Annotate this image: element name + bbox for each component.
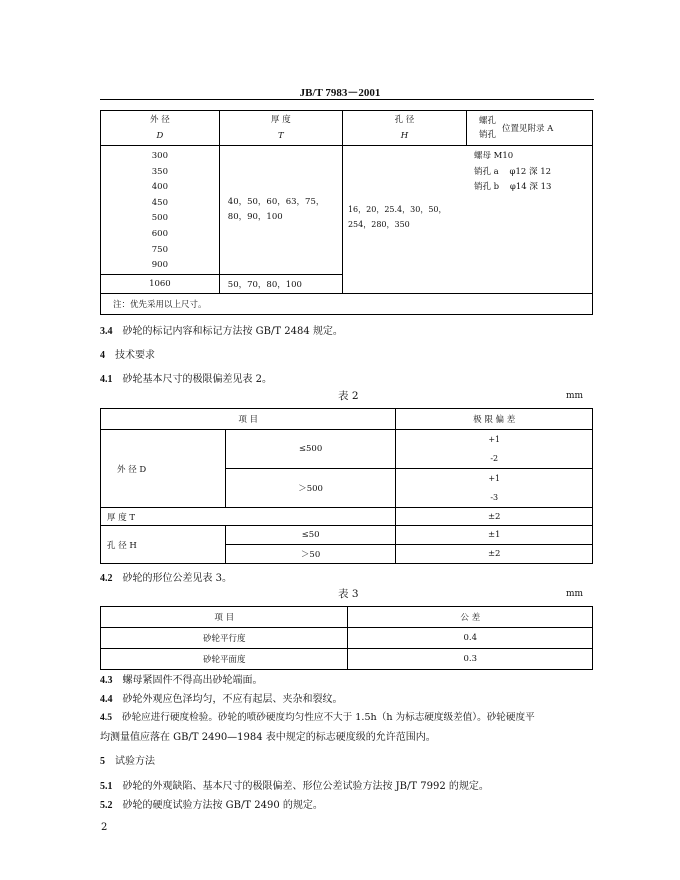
col-position-label: 位置见附录 A xyxy=(501,124,554,134)
table2-caption: 表 2 xyxy=(338,390,359,402)
bore-values: 16，20，25.4，30，50，254，280，350 xyxy=(347,205,447,229)
hole-info-line: 销孔 a φ12 深 12 xyxy=(473,166,552,177)
para-text: 砂轮外观应色泽均匀，不应有起层、夹杂和裂纹。 xyxy=(122,694,343,705)
t2-thickness-label: 厚 度 T xyxy=(101,508,396,526)
col-bore-name: 孔 径 xyxy=(394,115,415,125)
section-title: 试验方法 xyxy=(115,756,155,767)
para-4-5 xyxy=(100,709,535,723)
para-4-1 xyxy=(100,370,272,385)
para-5-2 xyxy=(100,796,323,811)
para-text: 砂轮的形位公差见表 3。 xyxy=(122,573,233,584)
para-number: 5.1 xyxy=(100,781,113,792)
table-note: 注：优先采用以上尺寸。 xyxy=(101,293,593,314)
table3-unit: mm xyxy=(566,589,584,599)
t2-le500: ≤500 xyxy=(225,430,396,469)
table3-caption: 表 3 xyxy=(338,588,359,600)
col-pin-hole-label: 销孔 xyxy=(478,130,496,140)
t2-le50: ≤50 xyxy=(225,526,396,545)
diameter-1060: 1060 xyxy=(101,274,220,293)
t2-bore-label: 孔 径 H xyxy=(101,526,226,564)
tolerance-table xyxy=(100,408,593,564)
para-number: 5.2 xyxy=(100,800,113,811)
para-number: 4.5 xyxy=(100,712,112,723)
upper-dev: +1 xyxy=(488,435,501,444)
para-number: 4.3 xyxy=(100,675,113,686)
diameter-value: 750 xyxy=(151,244,168,255)
diameter-value: 350 xyxy=(151,166,168,177)
section-number: 5 xyxy=(100,756,105,767)
col-bore-sym: H xyxy=(400,131,409,141)
para-text: 砂轮的硬度试验方法按 GB/T 2490 的规定。 xyxy=(122,800,323,811)
para-4-4 xyxy=(100,690,343,705)
para-text: 砂轮基本尺寸的极限偏差见表 2。 xyxy=(122,374,273,385)
para-5-1 xyxy=(100,777,489,792)
t2-diameter-label: 外 径 D xyxy=(101,430,226,508)
lower-dev: -3 xyxy=(490,493,499,502)
diameter-value: 400 xyxy=(151,182,168,193)
t2-gt50: ＞50 xyxy=(225,545,396,564)
para-3-4 xyxy=(100,322,343,337)
t3-head-tol: 公 差 xyxy=(348,607,593,628)
t3-row-item: 砂轮平行度 xyxy=(101,628,348,649)
t3-row-item: 砂轮平面度 xyxy=(101,649,348,670)
t3-row-tol: 0.4 xyxy=(348,628,593,649)
diameter-value: 450 xyxy=(151,197,168,208)
para-4-2 xyxy=(100,569,232,584)
section-number: 4 xyxy=(100,350,105,361)
col-hole-header xyxy=(466,111,592,146)
col-screw-hole-label: 螺孔 xyxy=(478,116,496,126)
header-rule xyxy=(100,99,594,100)
upper-dev: +1 xyxy=(488,474,501,483)
table2-unit: mm xyxy=(566,391,584,401)
col-thickness-header xyxy=(219,111,342,146)
hole-info-line: 螺母 M10 xyxy=(473,151,514,161)
section-5-heading xyxy=(100,752,155,767)
diameter-value: 300 xyxy=(151,151,168,161)
diameter-value: 900 xyxy=(151,260,168,271)
thickness-1060: 50，70，80，100 xyxy=(219,274,342,293)
col-thickness-name: 厚 度 xyxy=(271,115,291,125)
t2-thickness-dev: ±2 xyxy=(396,508,593,526)
t2-gt500-dev xyxy=(396,469,593,508)
para-text: 螺母紧固件不得高出砂轮端面。 xyxy=(122,675,263,686)
thickness-values: 40，50，60，63，75，80，90，100 xyxy=(219,146,342,275)
section-title: 技术要求 xyxy=(115,350,155,361)
para-number: 4.2 xyxy=(100,573,113,584)
hole-info xyxy=(474,149,551,196)
size-table xyxy=(100,110,593,315)
page-number: 2 xyxy=(101,822,108,833)
t2-le50-dev: ±1 xyxy=(396,526,593,545)
para-4-5-cont: 均测量值应落在 GB/T 2490—1984 表中规定的标志硬度级的允许范围内。 xyxy=(100,732,436,743)
bore-hole-cell xyxy=(342,146,592,294)
col-bore-header xyxy=(342,111,466,146)
para-number: 4.4 xyxy=(100,694,113,705)
t3-head-item: 项 目 xyxy=(101,607,348,628)
para-number: 4.1 xyxy=(100,374,113,385)
form-tolerance-table xyxy=(100,606,593,670)
para-text: 砂轮应进行硬度检验。砂轮的喷砂硬度均匀性应不大于 1.5h（h 为标志硬度级差值）。砂轮硬度平 xyxy=(122,712,535,723)
para-text: 砂轮的标记内容和标记方法按 GB/T 2484 规定。 xyxy=(122,326,343,337)
t2-head-dev: 极 限 偏 差 xyxy=(396,409,593,430)
col-thickness-sym: T xyxy=(278,131,284,141)
para-4-3 xyxy=(100,671,263,686)
section-4-heading xyxy=(100,346,155,361)
t2-head-item: 项 目 xyxy=(101,409,396,430)
col-diameter-sym: D xyxy=(156,131,164,141)
diameter-value: 500 xyxy=(151,213,168,224)
lower-dev: -2 xyxy=(490,454,499,463)
doc-header: JB/T 7983－2001 xyxy=(299,87,381,99)
t3-row-tol: 0.3 xyxy=(348,649,593,670)
t2-gt50-dev: ±2 xyxy=(396,545,593,564)
col-diameter-header xyxy=(101,111,220,146)
t2-le500-dev xyxy=(396,430,593,469)
para-text: 砂轮的外观缺陷、基本尺寸的极限偏差、形位公差试验方法按 JB/T 7992 的规定。 xyxy=(122,781,489,792)
diameter-value: 600 xyxy=(151,228,168,239)
col-diameter-name: 外 径 xyxy=(150,115,170,125)
para-number: 3.4 xyxy=(100,326,113,337)
diameter-list xyxy=(101,146,220,275)
t2-gt500: ＞500 xyxy=(225,469,396,508)
hole-info-line: 销孔 b φ14 深 13 xyxy=(473,182,552,193)
